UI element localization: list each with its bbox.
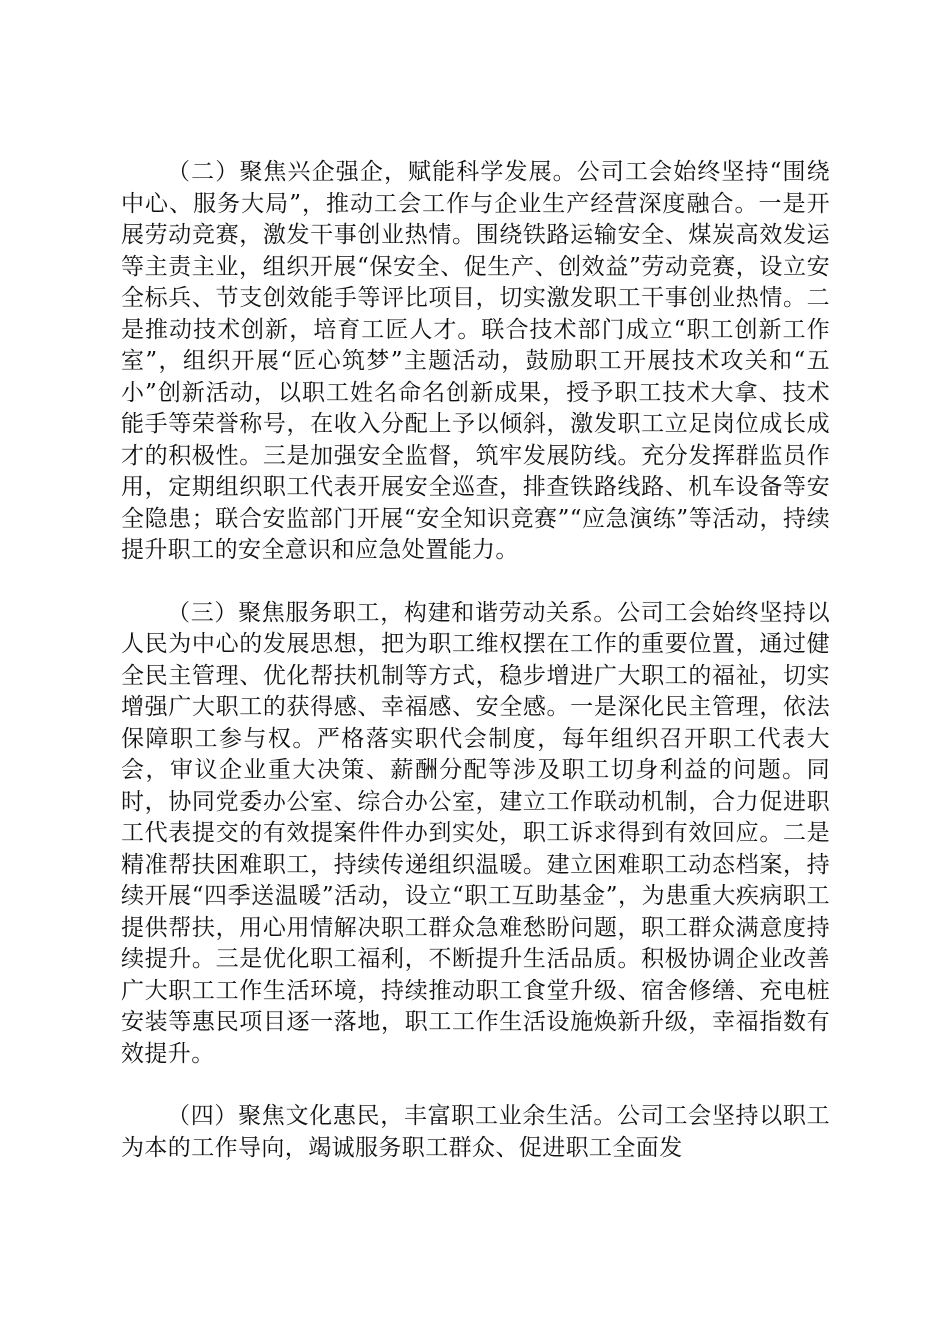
paragraph-focus-serving-workers: （三）聚焦服务职工，构建和谐劳动关系。公司工会始终坚持以人民为中心的发展思想，把为职工维权摆在工作的重要位置，通过健全民主管理、优化帮扶机制等方式，稳步增进广大职工的福祉，切实增强广大职工的获得感、幸福感、安全感。一是深化民主管理，依法保障职工参与权。严格落实职代会制度，每年组织召开职工代表大会，审议企业重大决策、薪酬分配等涉及职工切身利益的问题。同时，协同党委办公室、综合办公室，建立工作联动机制，合力促进职工代表提交的有效提案件件办到实处，职工诉求得到有效回应。二是精准帮扶困难职工，持续传递组织温暖。建立困难职工动态档案，持续开展“四季送温暖”活动，设立“职工互助基金”，为患重大疾病职工提供帮扶，用心用情解决职工群众急难愁盼问题，职工群众满意度持续提升。三是优化职工福利，不断提升生活品质。积极协调企业改善广大职工工作生活环境，持续推动职工食堂升级、宿舍修缮、充电桩安装等惠民项目逐一落地，职工工作生活设施焕新升级，幸福指数有效提升。 [121,599,830,1067]
paragraph-focus-enterprise-development: （二）聚焦兴企强企，赋能科学发展。公司工会始终坚持“围绕中心、服务大局”，推动工会工作与企业生产经营深度融合。一是开展劳动竞赛，激发干事创业热情。围绕铁路运输安全、煤炭高效发运等主责主业，组织开展“保安全、促生产、创效益”劳动竞赛，设立安全标兵、节支创效能手等评比项目，切实激发职工干事创业热情。二是推动技术创新，培育工匠人才。联合技术部门成立“职工创新工作室”，组织开展“匠心筑梦”主题活动，鼓励职工开展技术攻关和“五小”创新活动，以职工姓名命名创新成果，授予职工技术大拿、技术能手等荣誉称号，在收入分配上予以倾斜，激发职工立足岗位成长成才的积极性。三是加强安全监督，筑牢发展防线。充分发挥群监员作用，定期组织职工代表开展安全巡查，排查铁路线路、机车设备等安全隐患；联合安监部门开展“安全知识竞赛”“应急演练”等活动，持续提升职工的安全意识和应急处置能力。 [121,159,830,563]
document-body [121,157,830,1164]
paragraph-focus-culture: （四）聚焦文化惠民，丰富职工业余生活。公司工会坚持以职工为本的工作导向，竭诚服务职工群众、促进职工全面发 [121,1103,830,1161]
